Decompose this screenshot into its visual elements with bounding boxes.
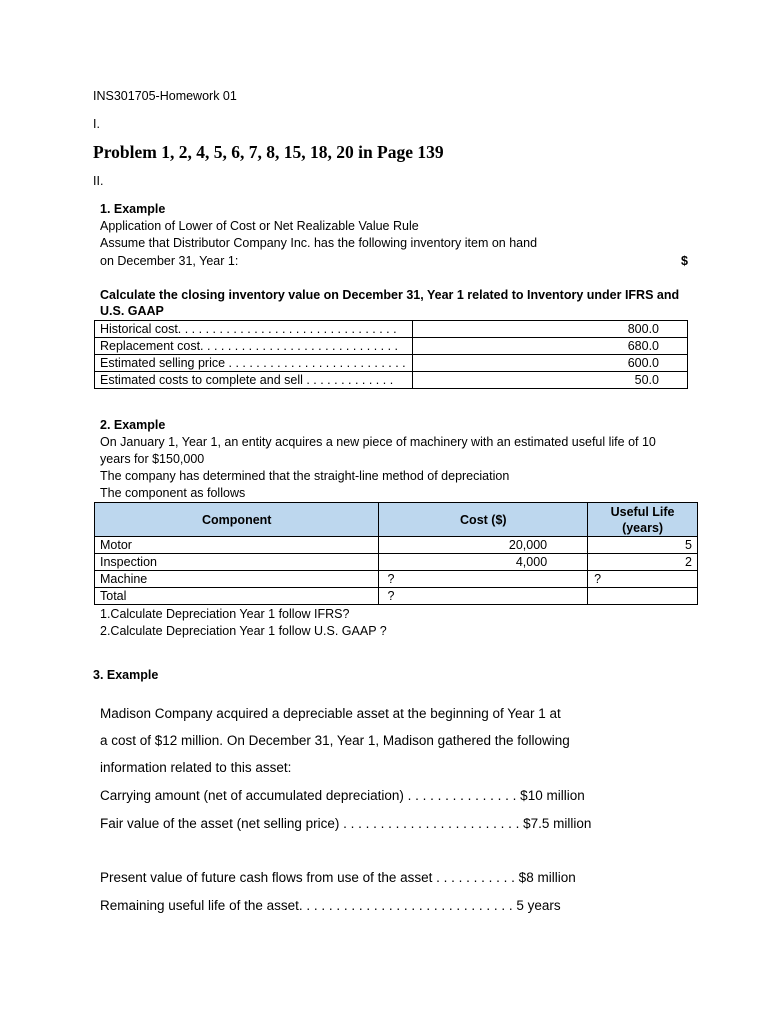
header-line: Useful Life [610,504,675,519]
table-row [95,321,688,338]
table-cell: 50.0 [413,372,688,389]
table-row [95,537,698,554]
table-cell: ? [379,588,588,605]
table-cell: Machine [95,571,379,588]
example-1-line: Assume that Distributor Company Inc. has the following inventory item on hand [100,236,538,250]
table-row [95,588,698,605]
example-3-heading: 3. Example [93,668,159,682]
table-cell: Replacement cost. . . . . . . . . . . . . . . . . . . . . . . . . . . . . [95,338,413,355]
problem-title: Problem 1, 2, 4, 5, 6, 7, 8, 15, 18, 20 in Page 139 [93,142,444,162]
table-cell: Historical cost. . . . . . . . . . . . . . . . . . . . . . . . . . . . . . . . [95,321,413,338]
example-2-question: 2.Calculate Depreciation Year 1 follow U.S. GAAP ? [100,624,387,638]
part-one-label: I. [93,117,100,131]
table-row [95,338,688,355]
part-two-label: II. [93,174,104,188]
table-header-row [95,503,698,537]
table-cell: 800.0 [413,321,688,338]
table-cell: 2 [588,554,698,571]
table-row [95,372,688,389]
table-cell: 680.0 [413,338,688,355]
table-cell: 5 [588,537,698,554]
example-3-line: Present value of future cash flows from use of the asset . . . . . . . . . . . $8 million [100,870,576,885]
header-line: (years) [622,520,664,535]
example-2-question: 1.Calculate Depreciation Year 1 follow IFRS? [100,607,350,621]
example-1-line: Application of Lower of Cost or Net Realizable Value Rule [100,219,419,233]
example-3-line: a cost of $12 million. On December 31, Year 1, Madison gathered the following [100,733,570,748]
example-3-line: Madison Company acquired a depreciable asset at the beginning of Year 1 at [100,706,561,721]
table-cell: Inspection [95,554,379,571]
example-1-heading: 1. Example [100,202,166,216]
column-header-useful-life [588,503,698,537]
table-cell: 600.0 [413,355,688,372]
example-1-question: Calculate the closing inventory value on December 31, Year 1 related to Inventory under IFRS and [100,288,680,302]
example-2-line: On January 1, Year 1, an entity acquires a new piece of machinery with an estimated useful life of 10 [100,435,656,449]
table-row [95,355,688,372]
document-id: INS301705-Homework 01 [93,89,237,103]
example-2-heading: 2. Example [100,418,166,432]
table-cell: 20,000 [379,537,588,554]
example-2-line: The component as follows [100,486,246,500]
table-cell [588,588,698,605]
example-2-line: The company has determined that the straight-line method of depreciation [100,469,510,483]
table-cell: Estimated costs to complete and sell . . . . . . . . . . . . . [95,372,413,389]
table-row [95,554,698,571]
component-table [94,502,698,605]
example-3-line: Remaining useful life of the asset. . . . . . . . . . . . . . . . . . . . . . . . . . . . . 5 years [100,898,561,913]
currency-symbol: $ [681,254,688,268]
table-cell: Estimated selling price . . . . . . . . . . . . . . . . . . . . . . . . . . [95,355,413,372]
table-cell: Total [95,588,379,605]
example-3-line: information related to this asset: [100,760,292,775]
table-cell: 4,000 [379,554,588,571]
column-header-component: Component [95,503,379,537]
example-3-line: Fair value of the asset (net selling price) . . . . . . . . . . . . . . . . . . . . . . . . $7.5 million [100,816,592,831]
example-2-line: years for $150,000 [100,452,205,466]
table-cell: ? [379,571,588,588]
example-1-question: U.S. GAAP [100,304,164,318]
example-3-line: Carrying amount (net of accumulated depreciation) . . . . . . . . . . . . . . . $10 million [100,788,585,803]
inventory-table [94,320,688,389]
table-cell: Motor [95,537,379,554]
column-header-cost: Cost ($) [379,503,588,537]
table-row [95,571,698,588]
example-1-line: on December 31, Year 1: [100,254,239,268]
table-cell: ? [588,571,698,588]
